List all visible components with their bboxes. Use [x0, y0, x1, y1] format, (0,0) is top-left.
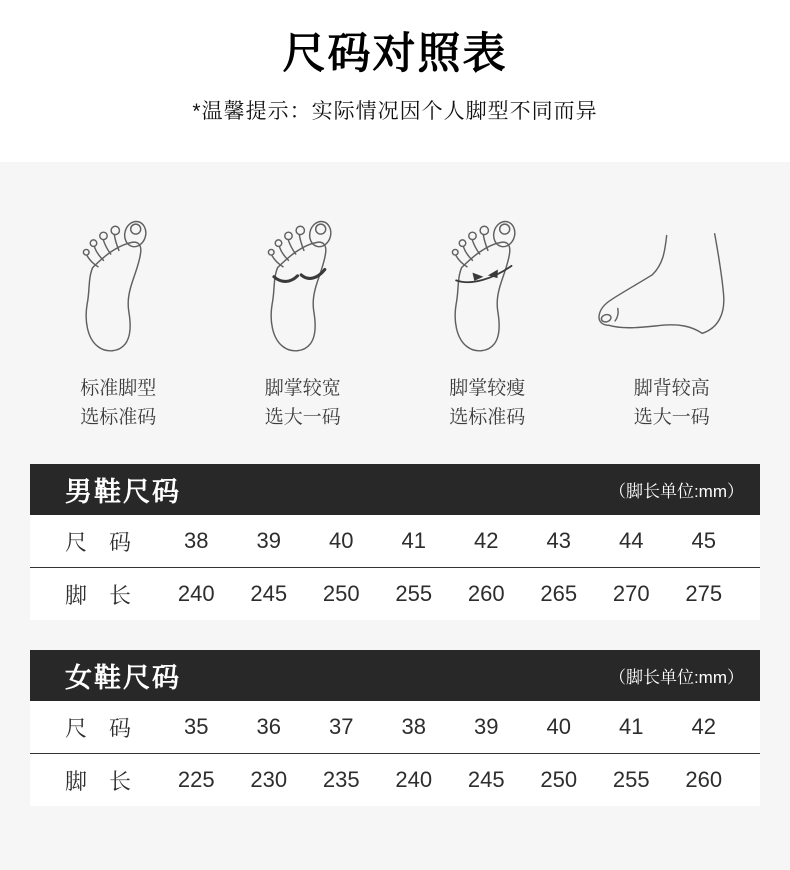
men-size-table	[30, 464, 760, 620]
women-table-title: 女鞋尺码	[65, 663, 181, 693]
men-size-cell: 41	[401, 528, 426, 553]
women-size-cell: 39	[474, 714, 499, 739]
page-title: 尺码对照表	[282, 30, 508, 78]
men-table-body	[30, 515, 760, 620]
women-table-header	[30, 650, 760, 701]
row-label-size: 尺 码	[65, 715, 132, 741]
row-label-size: 尺 码	[65, 529, 132, 555]
women-size-cell: 37	[329, 714, 354, 739]
men-size-cell: 43	[546, 528, 571, 553]
women-length-cell: 225	[177, 767, 215, 792]
guide-label-line1: 标准脚型	[80, 378, 157, 399]
men-size-cell: 45	[691, 528, 716, 553]
guide-item-standard	[29, 210, 207, 432]
men-length-cell: 240	[177, 581, 215, 606]
foot-narrow-icon	[398, 210, 576, 360]
women-length-row	[30, 754, 760, 806]
men-size-cell: 39	[256, 528, 281, 553]
content-section	[0, 162, 790, 870]
men-table-header	[30, 464, 760, 515]
guide-label-line2: 选标准码	[80, 407, 157, 428]
women-length-cell: 235	[322, 767, 360, 792]
foot-type-guide	[0, 210, 790, 432]
women-size-cell: 36	[256, 714, 281, 739]
men-length-cell: 265	[540, 581, 578, 606]
women-length-cell: 255	[612, 767, 650, 792]
men-length-cell: 275	[685, 581, 723, 606]
women-length-cell: 260	[685, 767, 723, 792]
foot-wide-icon	[214, 210, 392, 360]
women-length-cell: 230	[250, 767, 288, 792]
men-length-cell: 250	[322, 581, 360, 606]
guide-label-wide	[214, 374, 392, 432]
men-size-cell: 42	[474, 528, 499, 553]
women-size-cell: 41	[619, 714, 644, 739]
guide-item-narrow	[398, 210, 576, 432]
women-size-row	[30, 701, 760, 754]
men-size-cell: 40	[329, 528, 354, 553]
women-length-cell: 245	[467, 767, 505, 792]
men-length-cell: 260	[467, 581, 505, 606]
men-size-row	[30, 515, 760, 568]
men-table-unit-note: （脚长单位:mm）	[608, 482, 744, 501]
row-label-length: 脚 长	[65, 768, 132, 794]
women-length-cell: 240	[395, 767, 433, 792]
hero-section	[0, 0, 790, 162]
foot-standard-icon	[29, 210, 207, 360]
guide-label-standard	[29, 374, 207, 432]
men-length-cell: 255	[395, 581, 433, 606]
guide-label-line1: 脚掌较瘦	[449, 378, 526, 399]
guide-item-wide	[214, 210, 392, 432]
page-subtitle: *温馨提示：实际情况因个人脚型不同而异	[192, 100, 598, 124]
guide-label-line2: 选大一码	[633, 407, 710, 428]
women-size-cell: 42	[691, 714, 716, 739]
guide-label-line1: 脚掌较宽	[264, 378, 341, 399]
men-length-cell: 245	[250, 581, 288, 606]
women-size-cell: 38	[401, 714, 426, 739]
men-length-row	[30, 568, 760, 620]
women-table-unit-note: （脚长单位:mm）	[608, 668, 744, 687]
guide-label-line2: 选标准码	[449, 407, 526, 428]
men-length-cell: 270	[612, 581, 650, 606]
guide-item-instep	[583, 210, 761, 432]
guide-label-line1: 脚背较高	[633, 378, 710, 399]
men-size-cell: 44	[619, 528, 644, 553]
men-table-title: 男鞋尺码	[65, 477, 181, 507]
guide-label-instep	[583, 374, 761, 432]
foot-instep-icon	[583, 210, 761, 360]
women-size-cell: 40	[546, 714, 571, 739]
women-size-table	[30, 650, 760, 806]
women-length-cell: 250	[540, 767, 578, 792]
women-table-body	[30, 701, 760, 806]
row-label-length: 脚 长	[65, 582, 132, 608]
guide-label-narrow	[398, 374, 576, 432]
men-size-cell: 38	[184, 528, 209, 553]
guide-label-line2: 选大一码	[264, 407, 341, 428]
women-size-cell: 35	[184, 714, 209, 739]
